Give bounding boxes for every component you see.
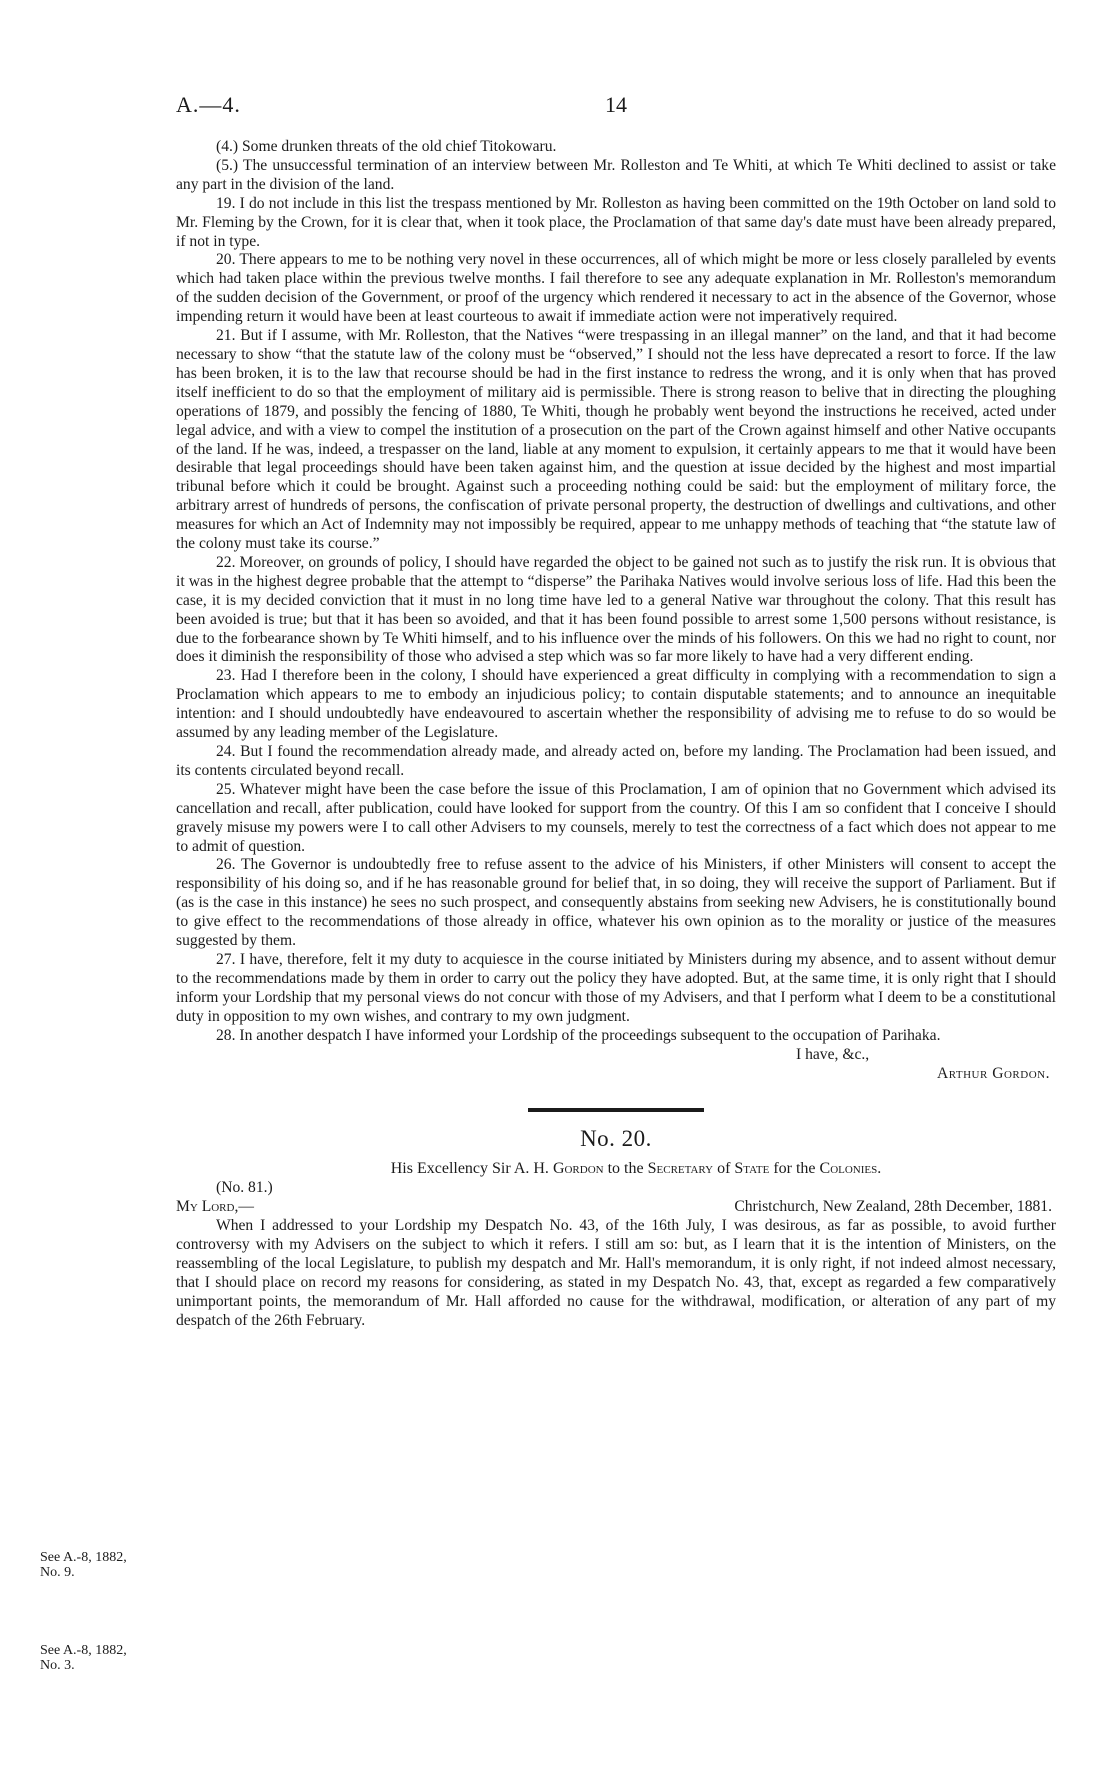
paragraph-28: 28. In another despatch I have informed your Lordship of the proceedings subsequent to the occupation of Parihaka. (216, 1026, 941, 1044)
document-reference: A.—4. (176, 92, 241, 117)
paragraph-item-4: (4.) Some drunken threats of the old chief Titokowaru. (216, 138, 557, 155)
section-number: No. 20. (580, 1125, 652, 1151)
page-header (176, 92, 1056, 122)
title-name: Gordon (552, 1160, 604, 1178)
title-text: . (877, 1160, 882, 1178)
salutation: My Lord,— (176, 1198, 254, 1216)
paragraph-24: 24. But I found the recommendation already made, and already acted on, before my landing. The Proclamation had been issued, and its contents circulated beyond recall. (176, 743, 1056, 779)
paragraph-23: 23. Had I therefore been in the colony, I should have experienced a great difficulty in complying with a recommendation to sign a Proclamation which appears to me to embody an injudicious policy; to contain disputable statements; and to announce an inequitable intention: and I should undoubtedly have endeavoured to ascertain whether the responsibility of advising me to refuse to do so would be assumed by any leading member of the Legislature. (176, 667, 1056, 742)
margin-note-line: See A.-8, 1882, (40, 1643, 127, 1658)
title-text: for the (769, 1160, 820, 1178)
title-office: Secretary (647, 1160, 714, 1178)
page-number: 14 (605, 92, 627, 117)
margin-note-line: No. 9. (40, 1565, 75, 1580)
paragraph-20: 20. There appears to me to be nothing very novel in these occurrences, all of which might be more or less closely paralleled by events which had taken place within the previous twelve months. I fail therefore to see any adequate explanation in Mr. Rolleston's memorandum of the sudden decision of the Government, or proof of the urgency which rendered it necessary to act in the absence of the Governor, whose impending return it would have been at least courteous to await if immediate action were not imperatively required. (176, 251, 1056, 326)
paragraph-26: 26. The Governor is undoubtedly free to refuse assent to the advice of his Ministers, if other Ministers will consent to accept the responsibility of his doing so, and if he has reasonable ground for belief that, in so doing, they will receive the support of Parliament. But if (as is the case in this instance) he sees no such prospect, and consequently abstains from seeking new Advisers, he is constitutionally bound to give effect to the recommendations of those already in office, whatever his own opinion as to the morality or justice of the measures suggested by them. (176, 856, 1056, 950)
signature: Arthur Gordon. (936, 1064, 1050, 1082)
title-state: State (734, 1160, 770, 1178)
margin-note-line: No. 3. (40, 1658, 75, 1673)
paragraph-22: 22. Moreover, on grounds of policy, I should have regarded the object to be gained not such as to justify the risk run. It is obvious that it was in the highest degree probable that the attempt to “disperse” the Parihaka Natives would involve serious loss of life. Had this been the case, it is my decided conviction that it must in no long time have led to a general Native war throughout the colony. That this result has been avoided is true; but that it has been so avoided, and that it has been found possible to arrest some 1,500 persons without resistance, is due to the forbearance shown by Te Whiti himself, and to his influence over the minds of his followers. On this we had no right to count, nor does it diminish the responsibility of those who advised a step which was so far more likely to have had a very different ending. (176, 553, 1056, 666)
paragraph-21: 21. But if I assume, with Mr. Rolleston, that the Natives “were trespassing in an illegal manner” on the land, and that it had become necessary to show “that the statute law of the colony must be “observed,” I should not the less have deprecated a resort to force. If the law has been broken, it is to the law that recourse should be had in the first instance to redress the wrong, and it is only when that has proved itself inefficient to do so that the employment of military aid is permissible. There is strong reason to belive that in directing the ploughing operations of 1879, and possibly the fencing of 1880, Te Whiti, though he probably went beyond the instructions he received, acted under legal advice, and with a view to compel the institution of a prosecution on the part of the Crown against himself and other Native occupants of the land. If he was, indeed, a trespasser on the land, liable at any moment to expulsion, it certainly appears to me that it would have been desirable that legal proceedings should have been taken against him, and the question at issue decided by the highest and most impartial tribunal before which it could be brought. Against such a proceeding nothing could be said: but the employment of military force, the arbitrary arrest of hundreds of persons, the confiscation of private personal property, the destruction of dwellings and cultivations, and other measures for which an Act of Indemnity may not impossibly be required, appear to me unhappy methods of teaching that “the statute law of the colony must take its course.” (176, 327, 1056, 553)
margin-note-line: See A.-8, 1882, (40, 1550, 127, 1565)
letter-body: When I addressed to your Lordship my Despatch No. 43, of the 16th July, I was desirous, as far as possible, to avoid further controversy with my Advisers on the subject to which it refers. I still am so: but, as I learn that it is the intention of Ministers, on the reassembling of the local Legislature, to publish my despatch and Mr. Hall's memorandum, it is only right, if not indeed almost necessary, that I should place on record my reasons for considering, as stated in my Despatch No. 43, that, except as regarded a few comparatively unimportant points, the memorandum of Mr. Hall afforded no cause for the withdrawal, modification, or alteration of any part of my despatch of the 26th February. (176, 1217, 1056, 1329)
letter-closing (176, 1046, 1056, 1084)
letter-address (176, 1198, 1056, 1217)
section-title (176, 1160, 1056, 1179)
paragraph-27: 27. I have, therefore, felt it my duty to acquiesce in the course initiated by Ministers during my absence, and to assent without demur to the recommendations made by them in order to carry out the policy they have adopted. But, at the same time, it is only right that I should inform your Lordship that my personal views do not concur with those of my Advisers, and that I perform what I deem to be a constitutional duty in opposition to my own wishes, and contrary to my own judgment. (176, 950, 1056, 1025)
title-text: to the (603, 1160, 648, 1178)
paragraph-25: 25. Whatever might have been the case before the issue of this Proclamation, I am of opinion that no Government which advised its cancellation and recall, after publication, could have looked for support from the country. Of this I am so confident that I conceive I should gravely misuse my powers were I to call other Advisers to my counsels, merely to test the correctness of a fact which does not appear to me to admit of question. (176, 780, 1056, 855)
title-colonies: Colonies (819, 1160, 878, 1178)
despatch-reference: (No. 81.) (216, 1179, 273, 1197)
margin-note (40, 1550, 168, 1580)
document-body (176, 138, 1056, 1331)
title-text: of (713, 1160, 735, 1178)
title-text: His Excellency Sir A. H. (390, 1160, 553, 1178)
place-date: Christchurch, New Zealand, 28th December, 1881. (734, 1198, 1052, 1216)
margin-note (40, 1643, 168, 1673)
section-divider (528, 1108, 704, 1112)
paragraph-item-5: (5.) The unsuccessful termination of an interview between Mr. Rolleston and Te Whiti, at which Te Whiti declined to assist or take any part in the division of the land. (176, 156, 1056, 193)
paragraph-19: 19. I do not include in this list the trespass mentioned by Mr. Rolleston as having been committed on the 19th October on land sold to Mr. Fleming by the Crown, for it is clear that, when it took place, the Proclamation of that same day's date must have been already prepared, if not in type. (176, 194, 1056, 250)
closing-line: I have, &c., (796, 1045, 870, 1063)
